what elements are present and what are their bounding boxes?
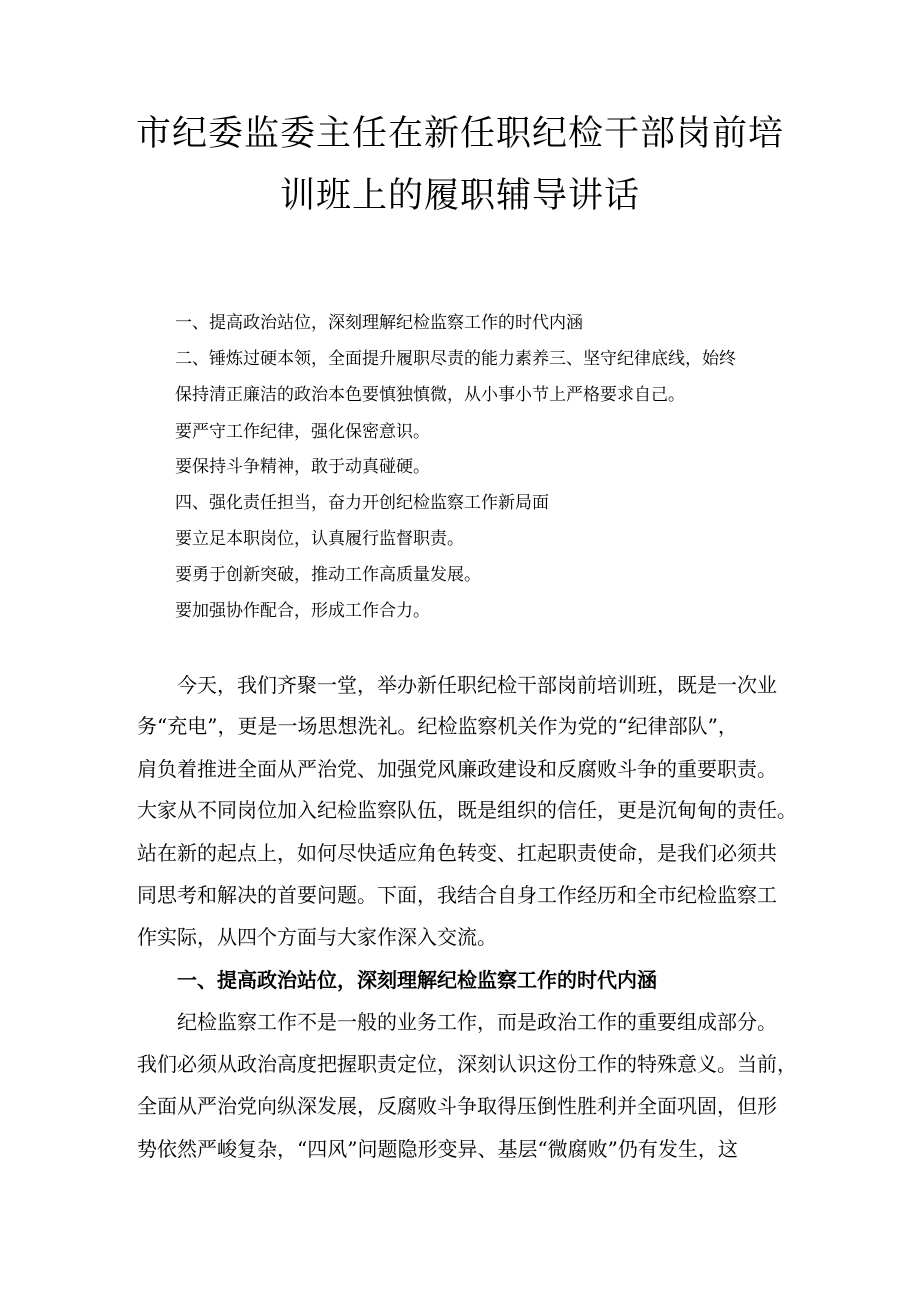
toc-line: 要勇于创新突破，推动工作高质量发展。 xyxy=(175,565,481,585)
paragraph-line: 纪检监察工作不是一般的业务工作，而是政治工作的重要组成部分。 xyxy=(177,1010,777,1034)
toc-line: 一、提高政治站位，深刻理解纪检监察工作的时代内涵 xyxy=(175,313,583,333)
section-heading: 一、提高政治站位，深刻理解纪检监察工作的时代内涵 xyxy=(177,968,657,992)
paragraph-line: 作实际，从四个方面与大家作深入交流。 xyxy=(137,925,497,949)
paragraph-line: 今天，我们齐聚一堂，举办新任职纪检干部岗前培训班，既是一次业 xyxy=(177,673,777,697)
toc-line: 二、锤炼过硬本领，全面提升履职尽责的能力素养三、坚守纪律底线，始终 xyxy=(175,349,736,369)
document-title-line-1: 市纪委监委主任在新任职纪检干部岗前培 xyxy=(135,114,784,154)
paragraph-line: 全面从严治党向纵深发展，反腐败斗争取得压倒性胜利并全面巩固，但形 xyxy=(137,1094,777,1118)
document-title-line-2: 训班上的履职辅导讲话 xyxy=(279,176,640,216)
paragraph-line: 肩负着推进全面从严治党、加强党风廉政建设和反腐败斗争的重要职责。 xyxy=(137,757,777,781)
toc-line: 四、强化责任担当，奋力开创纪检监察工作新局面 xyxy=(175,493,549,513)
toc-line: 要加强协作配合，形成工作合力。 xyxy=(175,601,430,621)
toc-line: 要立足本职岗位，认真履行监督职责。 xyxy=(175,529,464,549)
paragraph-line: 务“充电”，更是一场思想洗礼。纪检监察机关作为党的“纪律部队”， xyxy=(137,714,738,738)
toc-line: 要严守工作纪律，强化保密意识。 xyxy=(175,422,430,442)
paragraph-line: 势依然严峻复杂，“四风”问题隐形变异、基层“微腐败”仍有发生，这 xyxy=(137,1137,738,1161)
paragraph-line: 大家从不同岗位加入纪检监察队伍，既是组织的信任，更是沉甸甸的责任。 xyxy=(137,798,797,822)
paragraph-line: 站在新的起点上，如何尽快适应角色转变、扛起职责使命，是我们必须共 xyxy=(137,841,777,865)
toc-line: 要保持斗争精神，敢于动真碰硬。 xyxy=(175,457,430,477)
paragraph-line: 同思考和解决的首要问题。下面，我结合自身工作经历和全市纪检监察工 xyxy=(137,883,777,907)
paragraph-line: 我们必须从政治高度把握职责定位，深刻认识这份工作的特殊意义。当前， xyxy=(137,1052,797,1076)
toc-line: 保持清正廉洁的政治本色要慎独慎微，从小事小节上严格要求自己。 xyxy=(175,385,685,405)
